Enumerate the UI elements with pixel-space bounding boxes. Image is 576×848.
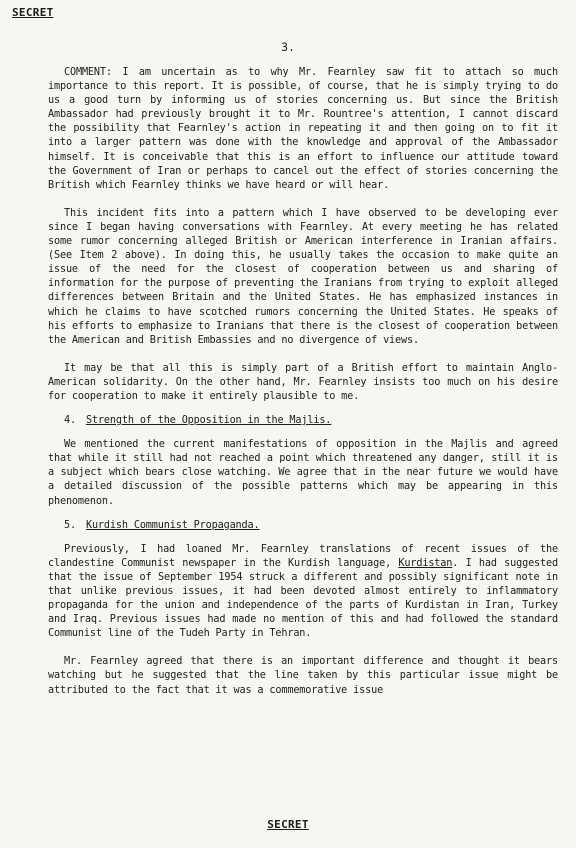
paragraph-commemorative: Mr. Fearnley agreed that there is an important difference and thought it bears watching but he suggested that the line taken by this particular issue might be attributed to the fact that it was a commemorative issue [48,656,558,696]
heading-item-4 [48,414,558,428]
newspaper-title: Kurdistan [398,557,453,569]
heading-item-5-title: Kurdish Communist Propaganda. [85,519,260,531]
paragraph-solidarity: It may be that all this is simply part of a British effort to maintain Anglo-American solidarity. On the other hand, Mr. Fearnley insists too much on his desire for cooperation to make it entirely plausible to me. [48,362,558,402]
paragraph-kurdistan-end: . I had suggested that the issue of September 1954 struck a different and possibly significant note in that unlike previous issues, it had been devoted almost entirely to inflammatory propaganda for the union and independence of the parts of Kurdistan in Iran, Turkey and Iraq. Previous issues had made no mention of this and had followed the standard Communist line of the Tudeh Party in Tehran. [48,557,558,640]
classification-bottom: SECRET [267,818,309,831]
heading-item-5 [48,519,558,533]
page-number: 3. [281,40,295,54]
document-body [48,66,558,698]
paragraph-kurdistan-start: Previously, I had loaned Mr. Fearnley translations of recent issues of the clandestine Communist newspaper in the Kurdish language, [48,543,558,569]
heading-item-4-number: 4. [64,415,76,427]
paragraph-majlis: We mentioned the current manifestations of opposition in the Majlis and agreed that while it still had not reached a point which threatened any danger, still it is a subject which bears close watching. We agree that in the near future we would have a detailed discussion of the possible patterns which may be appearing in this phenomenon. [48,439,558,507]
heading-item-5-number: 5. [64,519,76,531]
paragraph-pattern: This incident fits into a pattern which I have observed to be developing ever since I began having conversations with Fearnley. At every meeting he has related some rumor concerning alleged British or American interference in Iranian affairs. (See Item 2 above). In doing this, he usually takes the occasion to make quite an issue of the need for the closest of cooperation between us and sharing of information for the purpose of preventing the Iranians from trying to exploit alleged differences between Britain and the United States. He has emphasized instances in which he claims to have scotched rumors concerning the United States. He speaks of his efforts to emphasize to Iranians that there is the closest of cooperation between the American and British Embassies and no divergence of views. [48,207,558,346]
heading-item-4-title: Strength of the Opposition in the Majlis. [85,415,332,427]
classification-top: SECRET [12,6,54,19]
paragraph-kurdistan [48,543,558,642]
paragraph-comment: COMMENT: I am uncertain as to why Mr. Fearnley saw fit to attach so much importance to this report. It is possible, of course, that he is simply trying to do us a good turn by informing us of stories concerning us. But since the British Ambassador had previously brought it to Mr. Rountree's attention, I cannot discard the possibility that Fearnley's action in repeating it and then going on to fit it into a larger pattern was done with the knowledge and approval of the Ambassador himself. It is conceivable that this is an effort to influence our attitude toward the Government of Iran or perhaps to cancel out the effect of stories concerning the British which Fearnley thinks we have heard or will hear. [48,67,558,191]
